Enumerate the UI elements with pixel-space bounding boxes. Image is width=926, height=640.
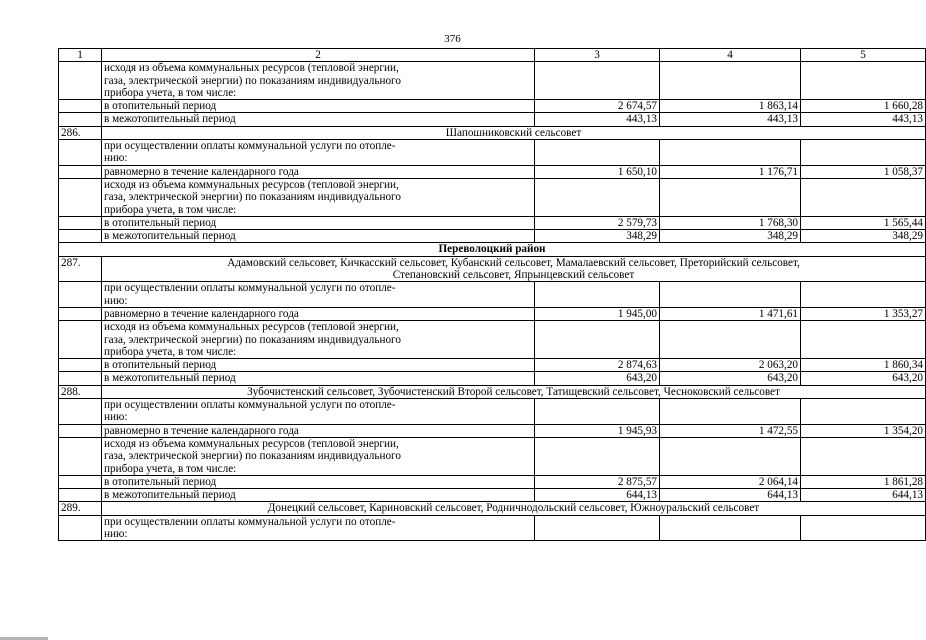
text-line: Шапошниковский сельсовет — [445, 126, 582, 139]
value-row — [59, 475, 926, 488]
value-cell-empty — [535, 437, 660, 475]
text-line: газа, электрической энергии) по показаниям индивидуального — [104, 450, 401, 463]
value-cell-empty — [535, 62, 660, 100]
value-col5: 1 861,28 — [801, 475, 926, 488]
value-cell-empty — [801, 399, 926, 425]
value-col3: 643,20 — [535, 372, 660, 385]
settlement-group-row — [59, 126, 926, 139]
value-col5: 644,13 — [801, 489, 926, 502]
value-cell-empty — [660, 62, 801, 100]
value-cell-empty — [660, 178, 801, 216]
value-cell-empty — [801, 321, 926, 359]
number-cell-empty — [59, 399, 102, 425]
number-cell-empty — [59, 515, 102, 541]
text-line: газа, электрической энергии) по показаниям индивидуального — [104, 74, 401, 87]
value-cell-empty — [660, 321, 801, 359]
value-col4: 1 768,30 — [660, 216, 801, 229]
number-cell-empty — [59, 100, 102, 113]
description-row — [59, 282, 926, 308]
value-cell-empty — [801, 178, 926, 216]
row-label: в межотопительный период — [102, 113, 535, 126]
row-number: 288. — [59, 385, 102, 398]
value-cell-empty — [801, 62, 926, 100]
number-cell-empty — [59, 424, 102, 437]
column-number-2: 2 — [102, 49, 535, 62]
settlement-group-row — [59, 502, 926, 515]
description-cell — [102, 515, 535, 541]
value-col5: 1 354,20 — [801, 424, 926, 437]
page-number: 376 — [444, 33, 461, 45]
text-line: нию: — [104, 527, 128, 540]
value-cell-empty — [535, 178, 660, 216]
value-row — [59, 424, 926, 437]
number-cell-empty — [59, 165, 102, 178]
text-line: при осуществлении оплаты коммунальной услуги по отопле- — [104, 515, 396, 528]
row-label: в отопительный период — [102, 475, 535, 488]
settlement-names — [102, 385, 926, 398]
row-label: равномерно в течение календарного года — [102, 307, 535, 320]
value-col3: 644,13 — [535, 489, 660, 502]
value-row — [59, 230, 926, 243]
value-cell-empty — [801, 140, 926, 166]
value-col4: 1 472,55 — [660, 424, 801, 437]
column-number-4: 4 — [660, 49, 801, 62]
column-number-row — [59, 49, 926, 62]
value-row — [59, 100, 926, 113]
value-cell-empty — [660, 515, 801, 541]
value-col3: 2 674,57 — [535, 100, 660, 113]
number-cell-empty — [59, 62, 102, 100]
row-label: в отопительный период — [102, 100, 535, 113]
value-cell-empty — [660, 399, 801, 425]
value-row — [59, 307, 926, 320]
column-number-5: 5 — [801, 49, 926, 62]
value-row — [59, 359, 926, 372]
value-cell-empty — [660, 282, 801, 308]
text-line: Адамовский сельсовет, Кичкасский сельсовет, Кубанский сельсовет, Мамалаевский сельсовет, Преторийский сельсовет, — [227, 256, 800, 269]
settlement-names — [102, 126, 926, 139]
description-row — [59, 399, 926, 425]
value-cell-empty — [801, 282, 926, 308]
value-col5: 1 058,37 — [801, 165, 926, 178]
text-line: прибора учета, в том числе: — [104, 345, 237, 358]
value-col5: 1 860,34 — [801, 359, 926, 372]
settlement-group-row — [59, 256, 926, 282]
number-cell-empty — [59, 437, 102, 475]
text-line: нию: — [104, 294, 128, 307]
number-cell-empty — [59, 216, 102, 229]
value-row — [59, 489, 926, 502]
value-col3: 348,29 — [535, 230, 660, 243]
value-col5: 348,29 — [801, 230, 926, 243]
value-cell-empty — [801, 515, 926, 541]
description-cell — [102, 437, 535, 475]
value-cell-empty — [660, 437, 801, 475]
row-label: в межотопительный период — [102, 372, 535, 385]
text-line: Донецкий сельсовет, Кариновский сельсовет, Родничнодольский сельсовет, Южноуральский сельсовет — [267, 502, 760, 515]
text-line: прибора учета, в том числе: — [104, 203, 237, 216]
description-row — [59, 178, 926, 216]
value-cell-empty — [535, 140, 660, 166]
description-cell — [102, 399, 535, 425]
value-col4: 443,13 — [660, 113, 801, 126]
value-cell-empty — [660, 140, 801, 166]
description-cell — [102, 178, 535, 216]
text-line: при осуществлении оплаты коммунальной услуги по отопле- — [104, 399, 396, 412]
row-label: в отопительный период — [102, 216, 535, 229]
settlement-group-row — [59, 385, 926, 398]
number-cell-empty — [59, 321, 102, 359]
number-cell-empty — [59, 475, 102, 488]
value-col3: 1 945,93 — [535, 424, 660, 437]
text-line: газа, электрической энергии) по показаниям индивидуального — [104, 191, 401, 204]
text-line: исходя из объема коммунальных ресурсов (тепловой энергии, — [104, 321, 399, 334]
tariff-table — [58, 48, 926, 541]
row-number: 286. — [59, 126, 102, 139]
number-cell-empty — [59, 113, 102, 126]
value-col5: 443,13 — [801, 113, 926, 126]
value-col3: 1 650,10 — [535, 165, 660, 178]
row-label: в межотопительный период — [102, 489, 535, 502]
value-col3: 2 875,57 — [535, 475, 660, 488]
value-row — [59, 113, 926, 126]
text-line: при осуществлении оплаты коммунальной услуги по отопле- — [104, 282, 396, 295]
district-row — [59, 243, 926, 256]
row-label: равномерно в течение календарного года — [102, 165, 535, 178]
number-cell-empty — [59, 359, 102, 372]
value-col3: 1 945,00 — [535, 307, 660, 320]
description-row — [59, 62, 926, 100]
number-cell-empty — [59, 178, 102, 216]
description-cell — [102, 321, 535, 359]
description-cell — [102, 62, 535, 100]
description-cell — [102, 140, 535, 166]
value-col5: 1 565,44 — [801, 216, 926, 229]
value-col4: 2 064,14 — [660, 475, 801, 488]
column-number-1: 1 — [59, 49, 102, 62]
number-cell-empty — [59, 230, 102, 243]
value-cell-empty — [535, 515, 660, 541]
value-cell-empty — [535, 282, 660, 308]
column-number-3: 3 — [535, 49, 660, 62]
value-col4: 643,20 — [660, 372, 801, 385]
value-col5: 643,20 — [801, 372, 926, 385]
value-col5: 1 353,27 — [801, 307, 926, 320]
value-col3: 2 579,73 — [535, 216, 660, 229]
text-line: исходя из объема коммунальных ресурсов (тепловой энергии, — [104, 178, 399, 191]
text-line: нию: — [104, 152, 128, 165]
text-line: при осуществлении оплаты коммунальной услуги по отопле- — [104, 140, 396, 153]
value-cell-empty — [535, 321, 660, 359]
value-col3: 443,13 — [535, 113, 660, 126]
text-line: Зубочистенский сельсовет, Зубочистенский Второй сельсовет, Татищевский сельсовет, Чесноковский сельсовет — [247, 385, 780, 398]
row-label: в межотопительный период — [102, 230, 535, 243]
text-line: нию: — [104, 411, 128, 424]
text-line: исходя из объема коммунальных ресурсов (тепловой энергии, — [104, 62, 399, 75]
text-line: газа, электрической энергии) по показаниям индивидуального — [104, 333, 401, 346]
text-line: прибора учета, в том числе: — [104, 462, 237, 475]
row-number: 287. — [59, 256, 102, 282]
number-cell-empty — [59, 307, 102, 320]
value-cell-empty — [801, 437, 926, 475]
description-row — [59, 515, 926, 541]
row-label: равномерно в течение календарного года — [102, 424, 535, 437]
value-col5: 1 660,28 — [801, 100, 926, 113]
number-cell-empty — [59, 489, 102, 502]
text-line: исходя из объема коммунальных ресурсов (тепловой энергии, — [104, 437, 399, 450]
value-cell-empty — [535, 399, 660, 425]
district-title: Переволоцкий район — [59, 243, 926, 256]
value-col4: 644,13 — [660, 489, 801, 502]
description-cell — [102, 282, 535, 308]
settlement-names — [102, 502, 926, 515]
row-number: 289. — [59, 502, 102, 515]
value-col3: 2 874,63 — [535, 359, 660, 372]
description-row — [59, 437, 926, 475]
value-col4: 2 063,20 — [660, 359, 801, 372]
description-row — [59, 321, 926, 359]
text-line: прибора учета, в том числе: — [104, 86, 237, 99]
text-line: Степановский сельсовет, Япрынцевский сельсовет — [392, 269, 635, 282]
value-row — [59, 372, 926, 385]
value-row — [59, 216, 926, 229]
number-cell-empty — [59, 282, 102, 308]
table-body — [59, 49, 926, 541]
value-col4: 1 863,14 — [660, 100, 801, 113]
value-col4: 1 471,61 — [660, 307, 801, 320]
value-row — [59, 165, 926, 178]
value-col4: 348,29 — [660, 230, 801, 243]
row-label: в отопительный период — [102, 359, 535, 372]
number-cell-empty — [59, 140, 102, 166]
settlement-names — [102, 256, 926, 282]
value-col4: 1 176,71 — [660, 165, 801, 178]
description-row — [59, 140, 926, 166]
number-cell-empty — [59, 372, 102, 385]
